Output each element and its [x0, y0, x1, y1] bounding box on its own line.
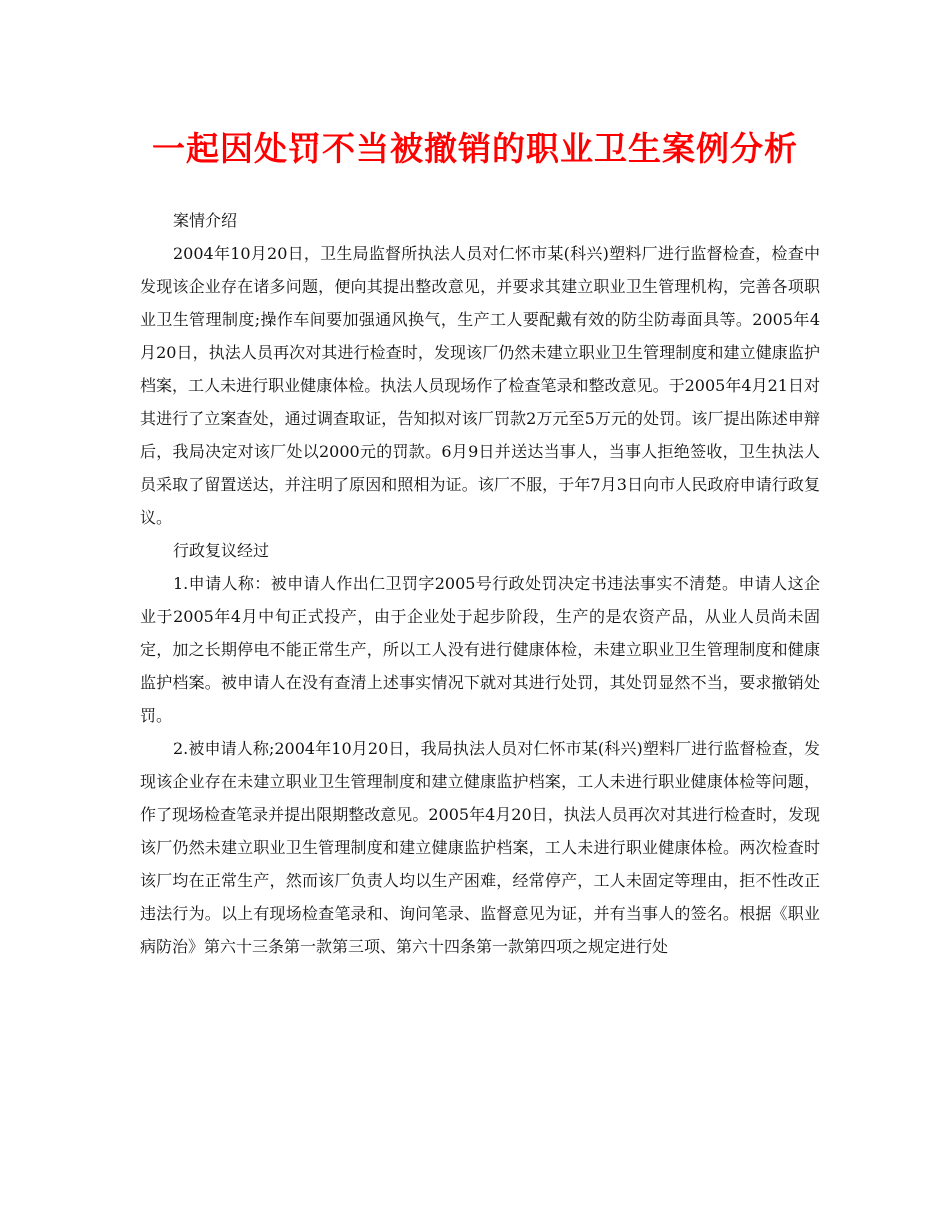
document-body — [140, 204, 820, 963]
case-paragraph: 2004年10月20日，卫生局监督所执法人员对仁怀市某(科兴)塑料厂进行监督检查，检查中发现该企业存在诸多问题，便向其提出整改意见，并要求其建立职业卫生管理机构，完善各项职业卫生管理制度;操作车间要加强通风换气，生产工人要配戴有效的防尘防毒面具等。2005年4月20日，执法人员再次对其进行检查时，发现该厂仍然未建立职业卫生管理制度和建立健康监护档案，工人未进行职业健康体检。执法人员现场作了检查笔录和整改意见。于2005年4月21日对其进行了立案查处，通过调查取证，告知拟对该厂罚款2万元至5万元的处罚。该厂提出陈述申辩后，我局决定对该厂处以2000元的罚款。6月9日并送达当事人，当事人拒绝签收，卫生执法人员采取了留置送达，并注明了原因和照相为证。该厂不服，于年7月3日向市人民政府申请行政复议。 — [140, 244, 820, 527]
review-paragraph-respondent: 2.被申请人称;2004年10月20日，我局执法人员对仁怀市某(科兴)塑料厂进行监督检查，发现该企业存在未建立职业卫生管理制度和建立健康监护档案，工人未进行职业健康体检等问题，作了现场检查笔录并提出限期整改意见。2005年4月20日，执法人员再次对其进行检查时，发现该厂仍然未建立职业卫生管理制度和建立健康监护档案，工人未进行职业健康体检。两次检查时该厂均在正常生产，然而该厂负责人均以生产困难，经常停产，工人未固定等理由，拒不性改正违法行为。以上有现场检查笔录和、询问笔录、监督意见为证，并有当事人的签名。根据《职业病防治》第六十三条第一款第三项、第六十四条第一款第四项之规定进行处 — [140, 739, 820, 956]
review-paragraph-applicant: 1.申请人称：被申请人作出仁卫罚字2005号行政处罚决定书违法事实不清楚。申请人这企业于2005年4月中旬正式投产，由于企业处于起步阶段，生产的是农资产品，从业人员尚未固定，加之长期停电不能正常生产，所以工人没有进行健康体检，未建立职业卫生管理制度和健康监护档案。被申请人在没有查清上述事实情况下就对其进行处罚，其处罚显然不当，要求撤销处罚。 — [140, 574, 820, 725]
review-section-heading: 行政复议经过 — [173, 541, 270, 560]
document-title: 一起因处罚不当被撤销的职业卫生案例分析 — [152, 129, 798, 168]
case-section-heading: 案情介绍 — [173, 211, 238, 230]
